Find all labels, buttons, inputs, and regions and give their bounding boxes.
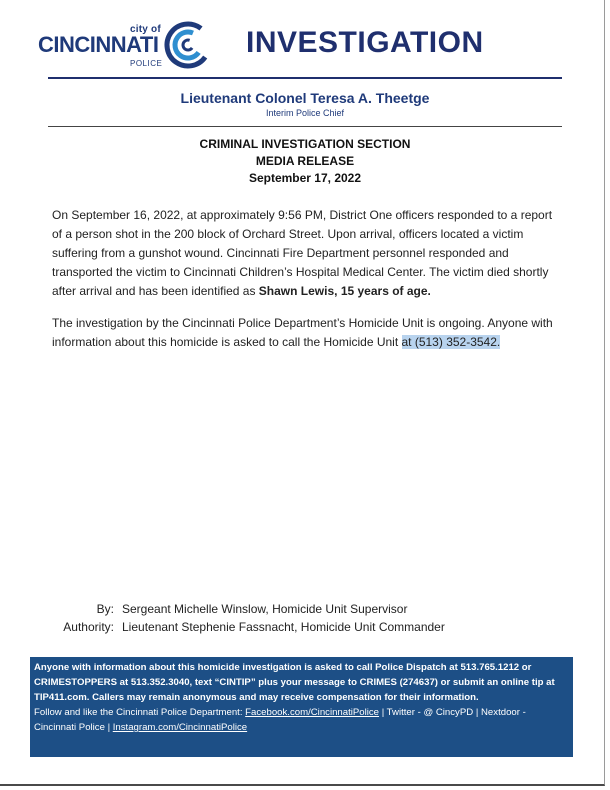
release-heading xyxy=(0,136,610,187)
footer-tip-box xyxy=(30,657,573,757)
footer-social-separator: | Twitter - @ CincyPD | Nextdoor - Cincinnati Police | xyxy=(34,707,526,733)
footer-follow-text: Follow and like the Cincinnati Police Department: xyxy=(34,707,246,718)
chief-name: Lieutenant Colonel Teresa A. Theetge xyxy=(180,90,430,106)
para2-text: The investigation by the Cincinnati Police Department’s Homicide Unit is ongoing. Anyone with information about this homicide is asked to call the Homicide Unit xyxy=(52,316,553,349)
logo-city-of: city of xyxy=(130,24,161,35)
facebook-link[interactable]: Facebook.com/CincinnatiPolice xyxy=(245,707,380,718)
credit-label: By: xyxy=(96,602,114,616)
cincinnati-police-logo xyxy=(38,18,218,74)
release-date: September 17, 2022 xyxy=(248,171,362,185)
credit-value: Sergeant Michelle Winslow, Homicide Unit Supervisor xyxy=(122,602,408,616)
page-title: INVESTIGATION xyxy=(246,26,484,59)
logo-police: POLICE xyxy=(130,59,163,68)
credit-row-authority xyxy=(52,618,445,636)
homicide-unit-phone[interactable]: at (513) 352-3542. xyxy=(401,335,501,349)
chief-title: Interim Police Chief xyxy=(265,108,345,118)
para1-text: On September 16, 2022, at approximately 9:56 PM, District One officers responded to a report of a person shot in the 200 block of Orchard Street. Upon arrival, officers located a victim suffering from a gunshot wound. Cincinnati Fire Department personnel responded and transported the victim to Cincinnati Children’s Hospital Medical Center. The victim died shortly after arrival and has been identified as xyxy=(52,208,553,298)
body-paragraph-2 xyxy=(52,314,562,352)
body-paragraph-1 xyxy=(52,206,562,301)
header-divider xyxy=(48,77,562,79)
victim-name: Shawn Lewis, 15 years of age. xyxy=(258,284,431,298)
credit-value: Lieutenant Stephenie Fassnacht, Homicide Unit Commander xyxy=(122,620,445,634)
footer-follow-line xyxy=(34,705,569,735)
instagram-link[interactable]: Instagram.com/CincinnatiPolice xyxy=(112,722,248,733)
release-section: CRIMINAL INVESTIGATION SECTION xyxy=(199,137,411,151)
footer-tip-text: Anyone with information about this homicide investigation is asked to call Police Dispatch at 513.765.1212 or CRIMESTOPPERS at 513.352.3040, text “CINTIP” plus your message to CRIMES (274637) or submit an online tip at TIP411.com. Callers may remain anonymous and may receive compensation for their information. xyxy=(34,662,555,703)
logo-c-mark-icon xyxy=(163,20,213,70)
release-type: MEDIA RELEASE xyxy=(255,154,355,168)
credits-block xyxy=(52,600,445,636)
credit-row-by xyxy=(52,600,445,618)
credit-label: Authority: xyxy=(63,620,114,634)
chief-divider xyxy=(48,126,562,127)
logo-name: CINCINNATI xyxy=(38,32,159,57)
